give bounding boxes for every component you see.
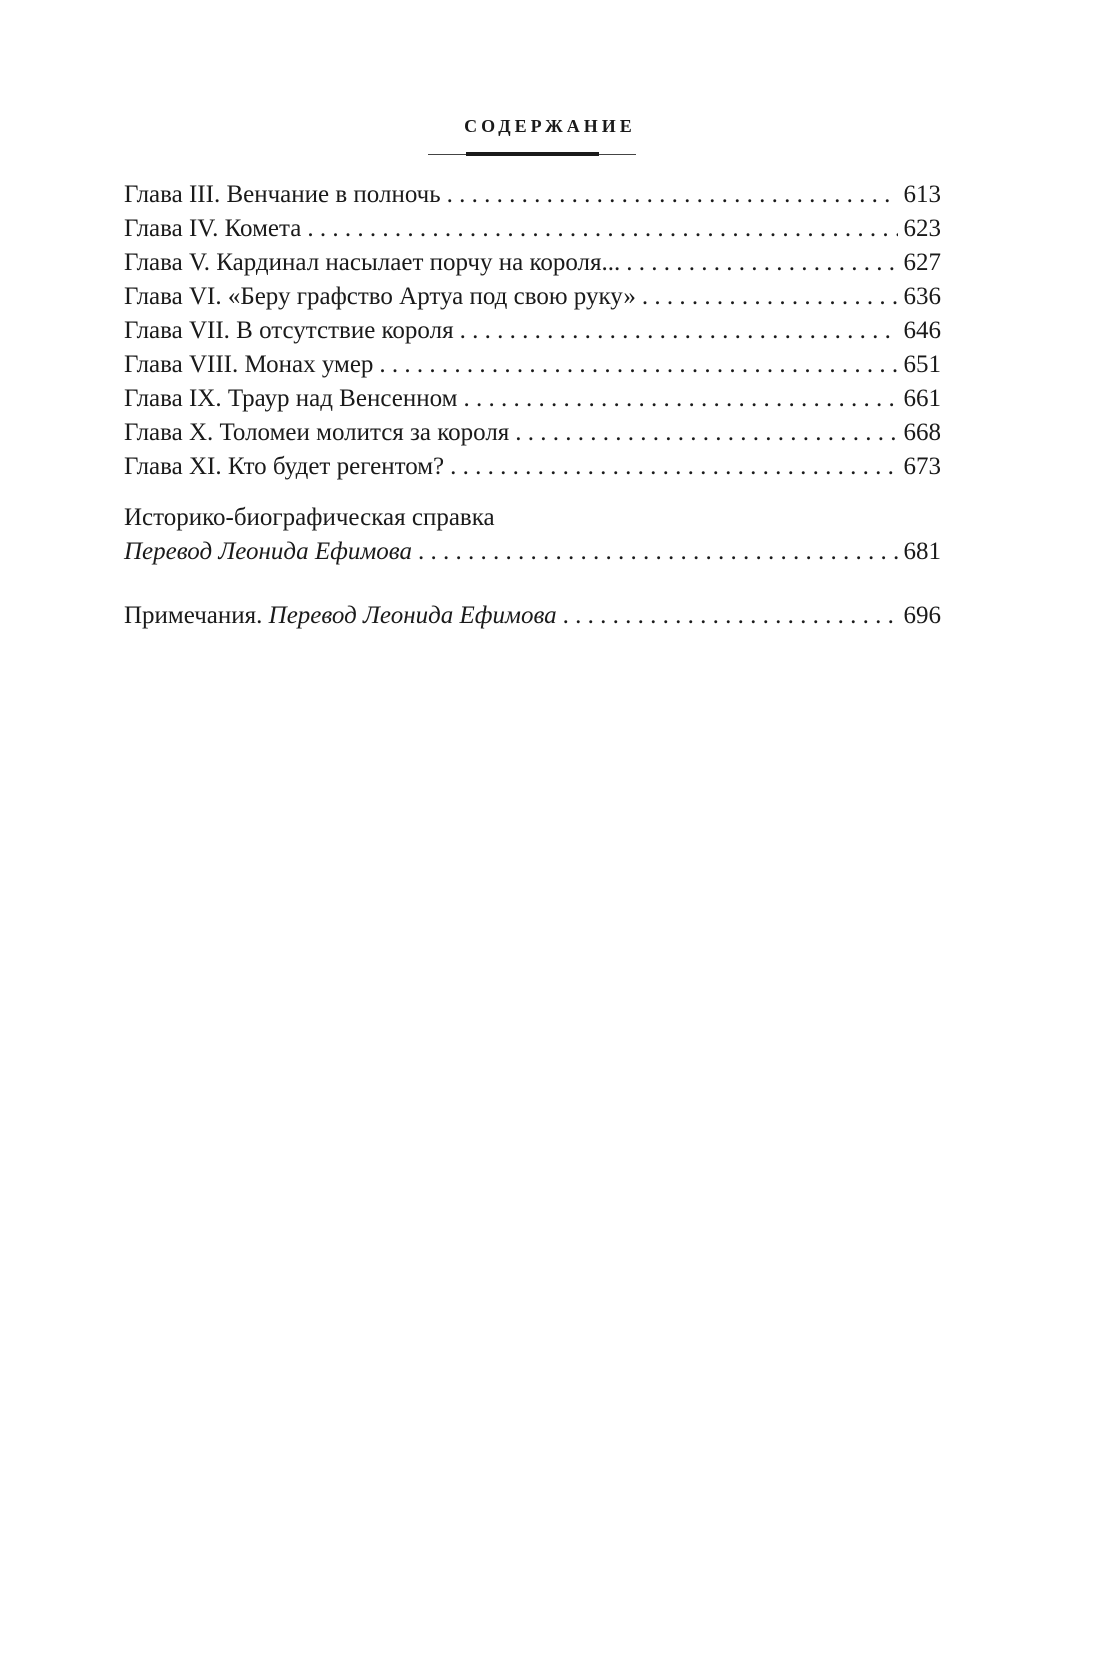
toc-entry-title: Глава IV. Комета [124,215,302,242]
toc-entry[interactable] [124,178,941,212]
historical-note-title[interactable]: Историко-биографическая справка [124,504,495,531]
toc-entry-title: Глава III. Венчание в полночь [124,181,441,208]
dot-leader [450,450,897,484]
toc-entry-title: Глава VIII. Монах умер [124,351,374,378]
toc-entry-title: Глава XI. Кто будет регентом? [124,453,445,480]
toc-entry-page: 661 [903,385,941,412]
toc-entry-title-group [124,599,557,633]
dot-leader [307,212,897,246]
dot-leader [460,314,898,348]
toc-entry-page: 627 [903,249,941,276]
toc-entry-page: 613 [903,181,941,208]
toc-entry-translator: Перевод Леонида Ефимова [124,538,412,565]
dot-leader [463,382,897,416]
toc-entry-title: Глава VII. В отсутствие короля [124,317,454,344]
toc-entry-historical-note[interactable] [124,535,941,569]
toc-entry-page: 636 [903,283,941,310]
toc-entry-title: Примечания. [124,602,263,629]
toc-entry[interactable] [124,280,941,314]
toc-entry[interactable] [124,314,941,348]
page-header [0,116,1100,137]
dot-leader [642,280,898,314]
section-spacer [124,569,941,599]
dot-leader [418,535,898,569]
dot-leader [515,416,897,450]
toc-entry-page: 651 [903,351,941,378]
toc-entry-title: Глава X. Толомеи молится за короля [124,419,510,446]
section-spacer [124,484,941,501]
toc-entry-page: 696 [903,602,941,629]
toc-entry-page: 673 [903,453,941,480]
toc-entry[interactable] [124,382,941,416]
toc-entry-page: 668 [903,419,941,446]
toc-entry-title: Глава VI. «Беру графство Артуа под свою руку» [124,283,636,310]
toc-entry-translator: Перевод Леонида Ефимова [268,602,557,629]
dot-leader [447,178,898,212]
toc-entry-page: 681 [903,538,941,565]
toc-entry-page: 623 [903,215,941,242]
toc-entry[interactable] [124,348,941,382]
toc-entry-notes[interactable] [124,599,941,633]
toc-entry[interactable] [124,416,941,450]
toc-entry[interactable] [124,212,941,246]
page-title: СОДЕРЖАНИЕ [464,116,636,136]
table-of-contents [124,178,941,633]
dot-leader [563,599,898,633]
toc-entry[interactable] [124,450,941,484]
toc-entry[interactable] [124,246,941,280]
dot-leader [626,246,897,280]
toc-entry-page: 646 [903,317,941,344]
header-rule-accent [466,152,599,156]
toc-entry-title: Глава IX. Траур над Венсенном [124,385,458,412]
toc-entry-title: Глава V. Кардинал насылает порчу на короля... [124,249,621,276]
dot-leader [379,348,897,382]
